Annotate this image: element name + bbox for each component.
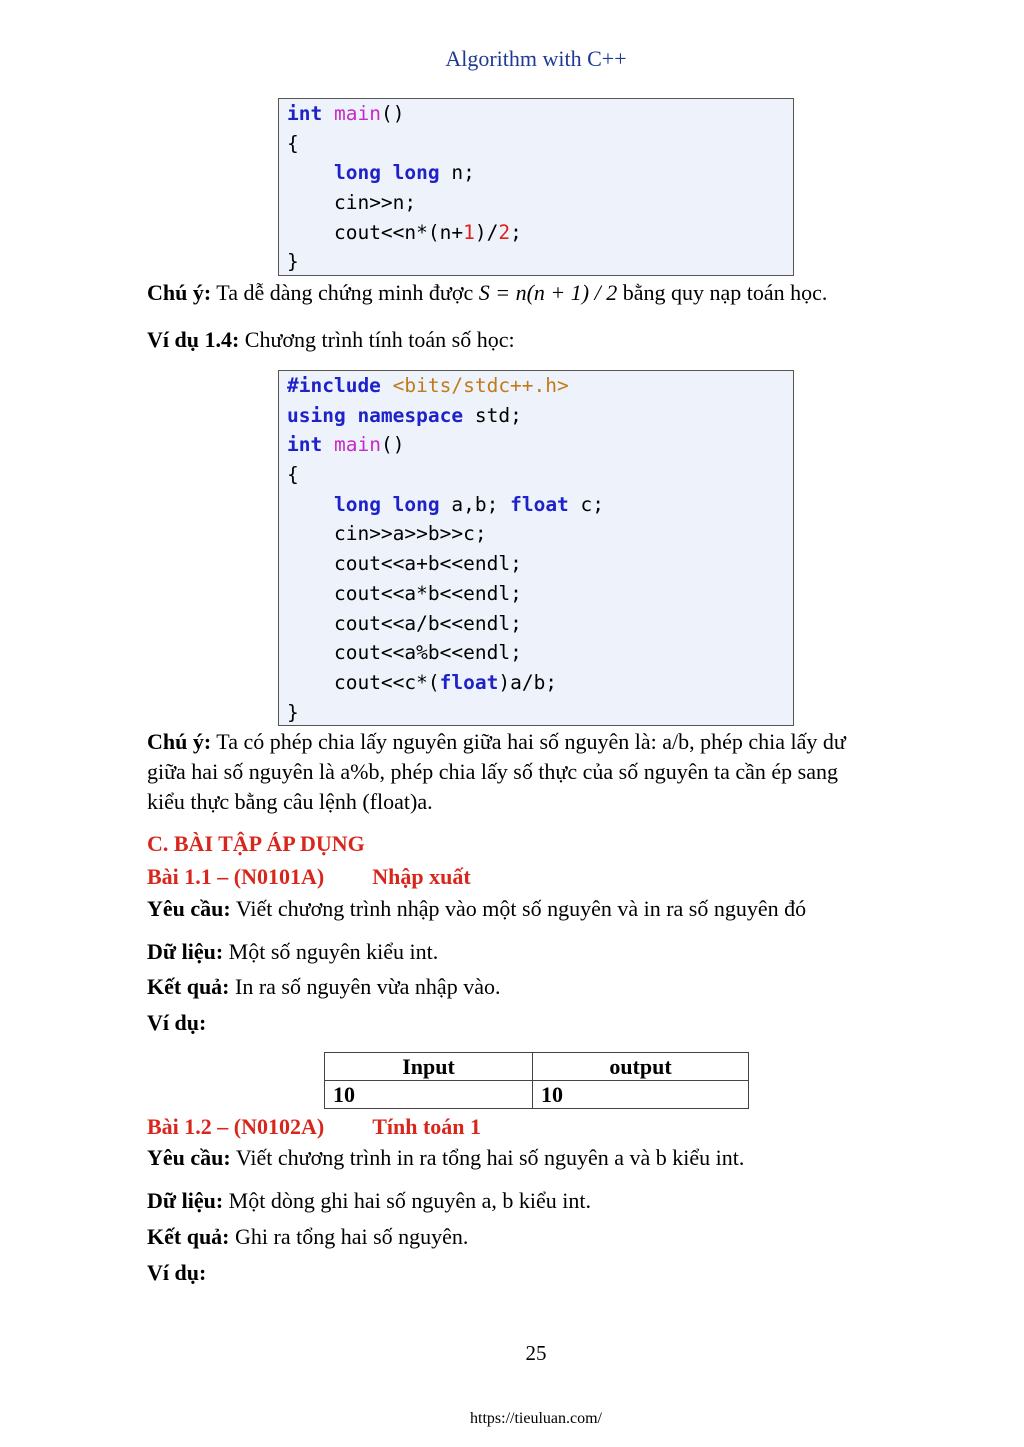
output-spec — [147, 972, 927, 1002]
table-row — [325, 1081, 749, 1109]
code-line — [287, 609, 785, 639]
code-keyword: long long — [333, 161, 440, 185]
code-line — [287, 460, 785, 490]
code-line — [287, 247, 785, 277]
example-heading: Ví dụ: — [147, 1010, 207, 1035]
page-header: Algorithm with C++ — [445, 46, 627, 71]
input-text: Một dòng ghi hai số nguyên a, b kiểu int. — [223, 1188, 591, 1213]
code-text: cout<<a+b<<endl; — [333, 552, 522, 576]
code-text: } — [287, 700, 299, 724]
exercise-title — [147, 1114, 481, 1140]
code-line — [287, 549, 785, 579]
output-text: In ra số nguyên vừa nhập vào. — [229, 974, 501, 999]
table-cell-input: 10 — [325, 1081, 533, 1109]
formula: S = n(n + 1) / 2 — [478, 280, 618, 305]
code-keyword: float — [439, 670, 499, 694]
code-line — [287, 218, 785, 248]
code-function: main — [333, 433, 381, 457]
exercise-code: Bài 1.1 – (N0101A) — [147, 864, 325, 889]
code-keyword: float — [510, 492, 569, 516]
requirement — [147, 894, 927, 924]
page-number: 25 — [525, 1341, 547, 1365]
code-text: )/ — [474, 220, 499, 244]
output-label: Kết quả: — [147, 1224, 230, 1249]
input-label: Dữ liệu: — [147, 939, 224, 964]
example-label — [147, 1008, 927, 1038]
table-header-output: output — [533, 1053, 749, 1081]
example-label — [147, 1258, 927, 1288]
table-header-row — [325, 1053, 749, 1081]
example-text: Chương trình tính toán số học: — [239, 327, 515, 352]
code-text: cout<<a/b<<endl; — [333, 611, 522, 635]
exercise-name: Tính toán 1 — [372, 1114, 482, 1139]
note-label: Chú ý: — [147, 729, 212, 754]
code-number: 2 — [498, 220, 511, 244]
code-line — [287, 401, 785, 431]
requirement-text: Viết chương trình in ra tổng hai số nguyên a và b kiểu int. — [230, 1145, 745, 1170]
note-line: kiểu thực bằng câu lệnh (float)a. — [147, 789, 433, 814]
code-line — [287, 698, 785, 728]
example-label: Ví dụ 1.4: — [147, 327, 240, 352]
example-heading: Ví dụ: — [147, 1260, 207, 1285]
input-label: Dữ liệu: — [147, 1188, 224, 1213]
code-text: ; — [510, 220, 522, 244]
code-text: c; — [568, 492, 605, 516]
code-text: () — [380, 433, 405, 457]
input-text: Một số nguyên kiểu int. — [223, 939, 439, 964]
code-keyword: using namespace — [287, 403, 464, 427]
code-text: cout<<a*b<<endl; — [333, 581, 522, 605]
code-line — [287, 668, 785, 698]
code-text: cout<<c*( — [333, 670, 440, 694]
note-label: Chú ý: — [147, 280, 212, 305]
code-line — [287, 158, 785, 188]
note-paragraph-1 — [147, 278, 927, 308]
code-keyword: int — [287, 102, 323, 125]
example-1-4 — [147, 325, 927, 355]
code-number: 1 — [463, 220, 475, 244]
code-keyword: long long — [333, 492, 440, 516]
exercise-title — [147, 864, 471, 890]
code-keyword: #include — [287, 374, 381, 397]
requirement-text: Viết chương trình nhập vào một số nguyên và in ra số nguyên đó — [230, 896, 807, 921]
exercise-code: Bài 1.2 – (N0102A) — [147, 1114, 325, 1139]
code-block-main — [278, 98, 794, 276]
code-line — [287, 430, 785, 460]
example-table — [324, 1052, 749, 1109]
code-text: { — [287, 463, 299, 487]
code-text: cout<<n*(n+ — [333, 220, 464, 244]
code-text: std; — [463, 403, 522, 427]
code-keyword: int — [287, 433, 323, 457]
code-text: cin>>n; — [333, 191, 417, 215]
code-text: n; — [439, 161, 475, 185]
code-line — [287, 99, 785, 129]
table-cell-output: 10 — [533, 1081, 749, 1109]
code-line — [287, 188, 785, 218]
code-block-arithmetic — [278, 370, 794, 726]
code-text: () — [380, 102, 405, 125]
code-line — [287, 129, 785, 159]
note-text: bằng quy nạp toán học. — [617, 280, 828, 305]
output-spec — [147, 1222, 927, 1252]
output-text: Ghi ra tổng hai số nguyên. — [229, 1224, 469, 1249]
requirement-label: Yêu cầu: — [147, 896, 231, 921]
code-include-path: <bits/stdc++.h> — [380, 374, 569, 397]
code-line — [287, 371, 785, 401]
code-text: cin>>a>>b>>c; — [333, 522, 487, 546]
code-line — [287, 579, 785, 609]
output-label: Kết quả: — [147, 974, 230, 999]
note-text: Ta dễ dàng chứng minh được — [211, 280, 479, 305]
code-line — [287, 490, 785, 520]
code-text: )a/b; — [498, 670, 558, 694]
input-spec — [147, 1186, 927, 1216]
requirement-label: Yêu cầu: — [147, 1145, 231, 1170]
code-function: main — [333, 102, 381, 125]
code-text: cout<<a%b<<endl; — [333, 641, 522, 665]
note-text: Ta có phép chia lấy nguyên giữa hai số nguyên là: a/b, phép chia lấy dư — [211, 729, 846, 754]
input-spec — [147, 937, 927, 967]
exercise-name: Nhập xuất — [372, 864, 471, 889]
code-text: a,b; — [439, 492, 511, 516]
code-line — [287, 638, 785, 668]
code-text: } — [287, 250, 299, 274]
footer-url[interactable]: https://tieuluan.com/ — [470, 1410, 602, 1427]
requirement — [147, 1143, 927, 1173]
code-text: { — [287, 131, 299, 155]
note-line — [147, 727, 927, 757]
table-header-input: Input — [325, 1053, 533, 1081]
section-heading: C. BÀI TẬP ÁP DỤNG — [147, 831, 365, 856]
note-line: giữa hai số nguyên là a%b, phép chia lấy số thực của số nguyên ta cần ép sang — [147, 759, 838, 784]
code-line — [287, 519, 785, 549]
note-paragraph-2 — [147, 727, 927, 817]
